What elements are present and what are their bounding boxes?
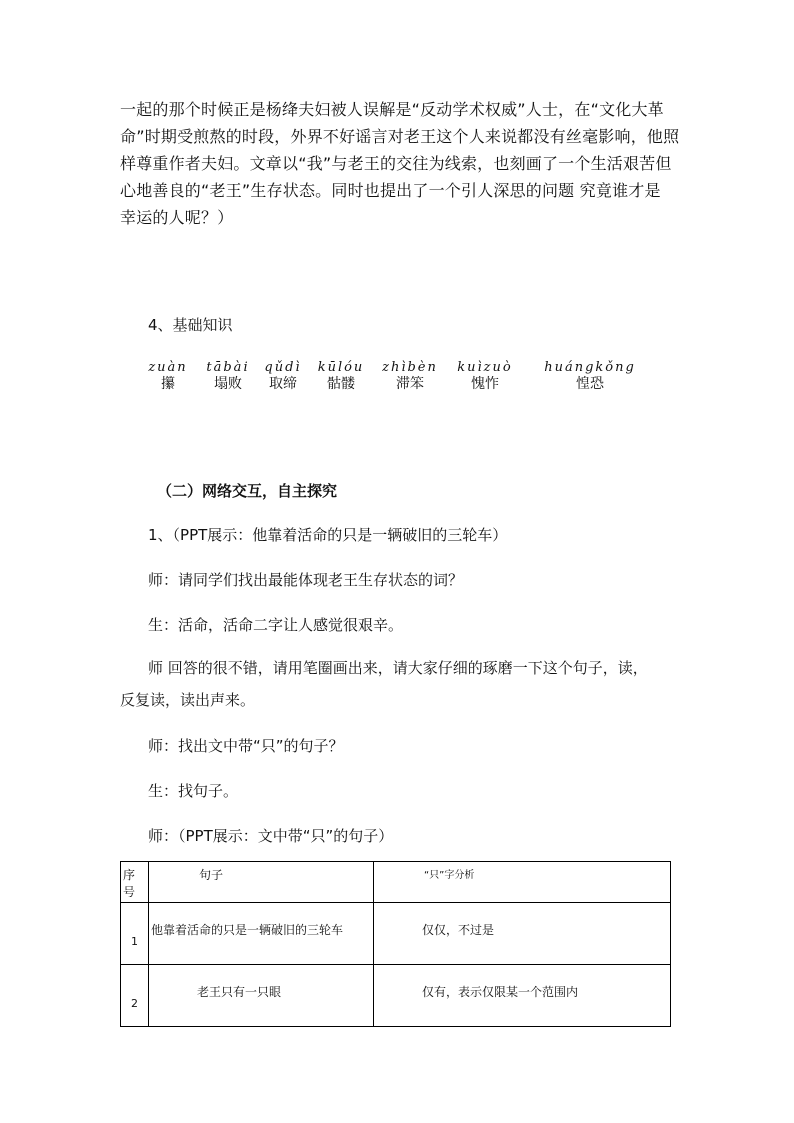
text-line: 师：找出文中带“只”的句子？ [148,737,344,755]
vocab-item [260,360,306,392]
hanzi-text: 愧怍 [471,376,499,392]
section-title-network-interaction: （二）网络交互，自主探究 [157,482,338,500]
pinyin-vocabulary-row [148,360,668,400]
hanzi-text: 塌败 [214,376,242,392]
pinyin-text: kuìzuò [457,360,513,375]
row-number: 1 [121,903,149,965]
pinyin-text: qǔdì [264,360,302,375]
intro-line: 幸运的人呢？） [120,208,234,227]
text-line: 师 回答的很不错，请用笔圈画出来，请大家仔细的琢磨一下这个句子，读，反复读，读出声来。 [120,659,648,709]
text-line: 生：找句子。 [148,782,239,800]
row-analysis: 仅有，表示仅限某一个范围内 [374,965,671,1027]
pinyin-text: zuàn [148,360,188,375]
header-sentence: 句子 [149,862,374,903]
section-heading-basic-knowledge: 4、基础知识 [148,316,233,334]
hanzi-text: 惶恐 [576,376,604,392]
text-line: 生：活命，活命二字让人感觉很艰辛。 [148,616,404,634]
text-line: 师：（PPT展示：文中带“只”的句子） [148,827,394,845]
row-analysis: 仅仅，不过是 [374,903,671,965]
intro-line: 一起的那个时候正是杨绛夫妇被人误解是“反动学术权威”人士，在“文化大革 [120,100,664,119]
pinyin-text: tābài [206,360,250,375]
vocab-item [380,360,440,392]
analysis-table [120,861,671,1027]
table-row [121,903,671,965]
text-line: 师：请同学们找出最能体现老王生存状态的词？ [148,571,464,589]
pinyin-text: huángkǒng [544,360,636,375]
header-analysis: “只”字分析 [374,862,671,903]
pinyin-text: kūlóu [317,360,365,375]
pinyin-text: zhìbèn [382,360,438,375]
header-no: 序号 [121,862,149,903]
row-number: 2 [121,965,149,1027]
intro-paragraph [120,96,680,231]
hanzi-text: 攥 [161,376,175,392]
text-line: 1、（PPT展示：他靠着活命的只是一辆破旧的三轮车） [148,526,508,544]
table-row [121,965,671,1027]
table-header-row [121,862,671,903]
intro-line: 心地善良的“老王”生存状态。同时也提出了一个引人深思的问题 究竟谁才是 [120,181,661,200]
hanzi-text: 取缔 [269,376,297,392]
row-sentence: 老王只有一只眼 [149,965,374,1027]
vocab-item [540,360,640,392]
vocab-item [203,360,253,392]
hanzi-text: 滞笨 [396,376,424,392]
intro-line: 样尊重作者夫妇。文章以“我”与老王的交往为线索，也刻画了一个生活艰苦但 [120,154,672,173]
vocab-item [148,360,188,392]
vocab-item [450,360,520,392]
row-sentence: 他靠着活命的只是一辆破旧的三轮车 [149,903,374,965]
intro-line: 命”时期受煎熬的时段，外界不好谣言对老王这个人来说都没有丝毫影响，他照 [120,127,680,146]
vocab-item [315,360,367,392]
hanzi-text: 骷髅 [327,376,355,392]
